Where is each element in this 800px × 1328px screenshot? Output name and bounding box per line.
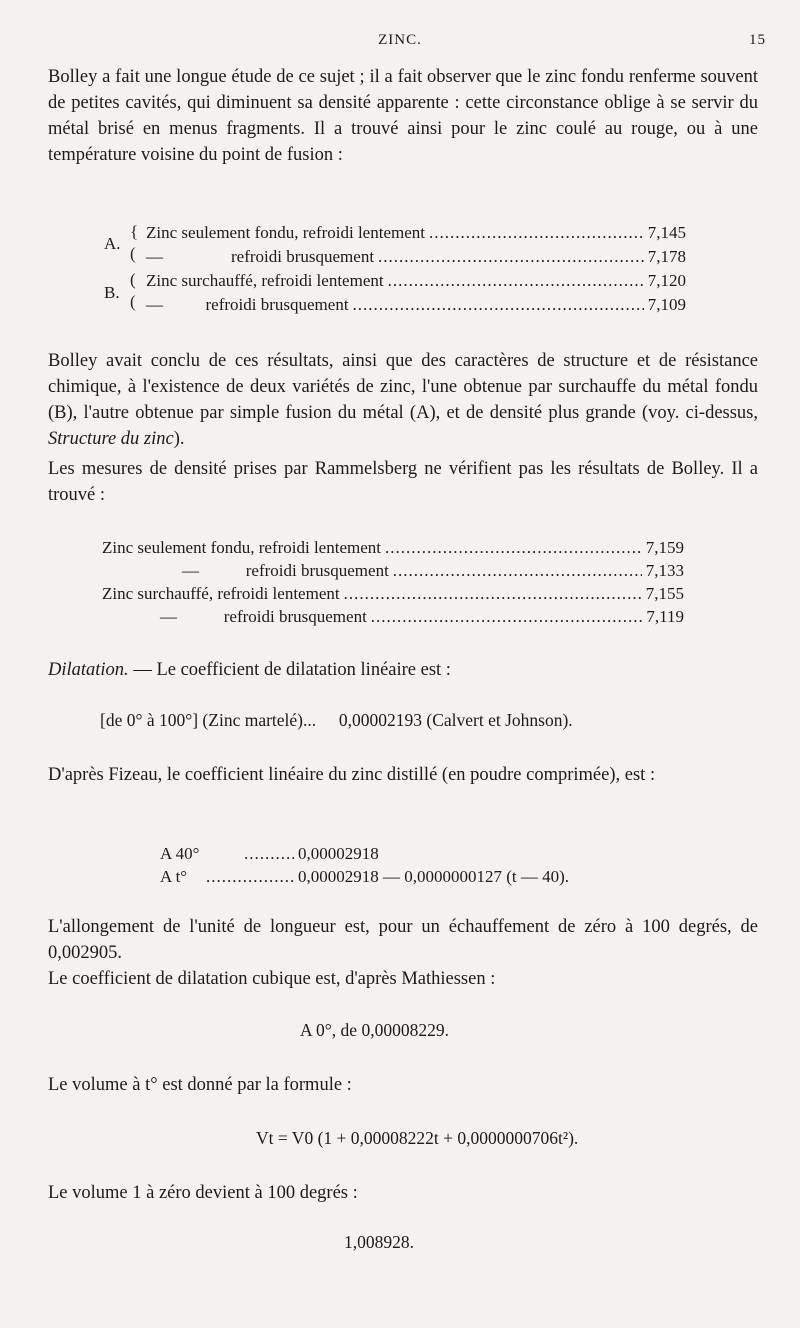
table1-row [146,294,686,316]
value-mathiessen: A 0°, de 0,00008229. [300,1020,449,1040]
row-label: A t° [160,867,188,886]
row-label: — refroidi brusquement [160,607,367,626]
row-value: 7,119 [646,607,684,626]
row-label: Zinc seulement fondu, refroidi lentement [146,223,425,242]
fizeau-row [160,843,420,865]
leader-dots [244,843,294,865]
leader-dots [344,583,642,605]
paragraph-mathiessen: Le coefficient de dilatation cubique est, d'après Mathiessen : [48,969,496,989]
header-title: ZINC. [378,32,422,48]
leader-dots [378,246,644,268]
paragraph-allongement: L'allongement de l'unité de longueur est, pour un échauffement de zéro à 100 degrés, de 0,002905. [48,917,758,963]
leader-dots [353,294,644,316]
paragraph-dilatation [48,657,758,683]
running-header [0,32,800,56]
leader-dots [429,222,644,244]
fizeau-row [160,866,630,888]
row-value: 7,155 [645,584,684,603]
formula-calvert [100,710,573,731]
paragraph-volume: Le volume à t° est donné par la formule : [48,1075,352,1095]
row-value: 7,159 [645,538,684,557]
text-run: — Le coefficient de dilatation linéaire est : [128,660,451,680]
paragraph-rammelsberg: Les mesures de densité prises par Rammelsberg ne vérifient pas les résultats de Bolley. Il a trouvé : [48,459,758,505]
table1-row [146,222,686,244]
text-run: Bolley avait conclu de ces résultats, ainsi que des caractères de structure et de résistance chimique, à l'existence de deux variétés de zinc, l'une obtenue par surchauffe du métal fondu (B), l'autre obtenue par simple fusion du métal (A), et de densité plus grande (voy. ci-dessus, [48,351,758,423]
row-label: — refroidi brusquement [182,561,389,580]
leader-dots [393,560,642,582]
formula-right: 0,00002193 (Calvert et Johnson). [338,710,573,730]
row-label: Zinc surchauffé, refroidi lentement [146,271,384,290]
row-label: — refroidi brusquement [146,295,349,314]
row-label: Zinc seulement fondu, refroidi lentement [102,538,381,557]
leader-dots [206,866,294,888]
row-label: — refroidi brusquement [146,247,375,266]
group-b-brace: ( [130,270,136,289]
group-b-label: B. [104,283,120,302]
group-a-brace-lower: ( [130,244,136,263]
table2-row [102,537,684,559]
row-value: 7,133 [645,561,684,580]
row-label: A 40° [160,844,200,863]
paragraph-volume-100: Le volume 1 à zéro devient à 100 degrés : [48,1183,358,1203]
leader-dots [385,537,642,559]
row-label: Zinc surchauffé, refroidi lentement [102,584,340,603]
row-value: 0,00002918 — 0,0000000127 (t — 40). [298,867,570,886]
value-final: 1,008928. [344,1232,414,1252]
row-value: 7,178 [647,247,686,266]
table2-row [160,606,684,628]
text-run: ). [173,429,185,449]
formula-left: [de 0° à 100°] (Zinc martelé)... [100,710,317,730]
group-a-brace: { [130,222,139,241]
paragraph-bolley-conclusion [48,348,758,452]
leader-dots [371,606,643,628]
table2-row [102,583,684,605]
page-number: 15 [749,32,766,48]
row-value: 7,109 [647,295,686,314]
table1-row [146,246,686,268]
formula-volume: Vt = V0 (1 + 0,00008222t + 0,0000000706t²). [256,1128,579,1148]
group-b-brace-lower: ( [130,292,136,311]
row-value: 7,145 [647,223,686,242]
section-heading-dilatation: Dilatation. [48,660,129,680]
paragraph-fizeau: D'après Fizeau, le coefficient linéaire du zinc distillé (en poudre comprimée), est : [48,765,656,785]
row-value: 0,00002918 [298,844,379,863]
group-a-label: A. [104,234,121,253]
paragraph-bolley-intro: Bolley a fait une longue étude de ce sujet ; il a fait observer que le zinc fondu renferme souvent de petites cavités, qui diminuent sa densité apparente : cette circonstance oblige à se servir du métal brisé en menus fragments. Il a trouvé ainsi pour le zinc coulé au rouge, ou à une température voisine du point de fusion : [48,67,758,165]
italic-reference: Structure du zinc [48,429,174,449]
leader-dots [388,270,644,292]
row-value: 7,120 [647,271,686,290]
table2-row [182,560,684,582]
table1-row [146,270,686,292]
